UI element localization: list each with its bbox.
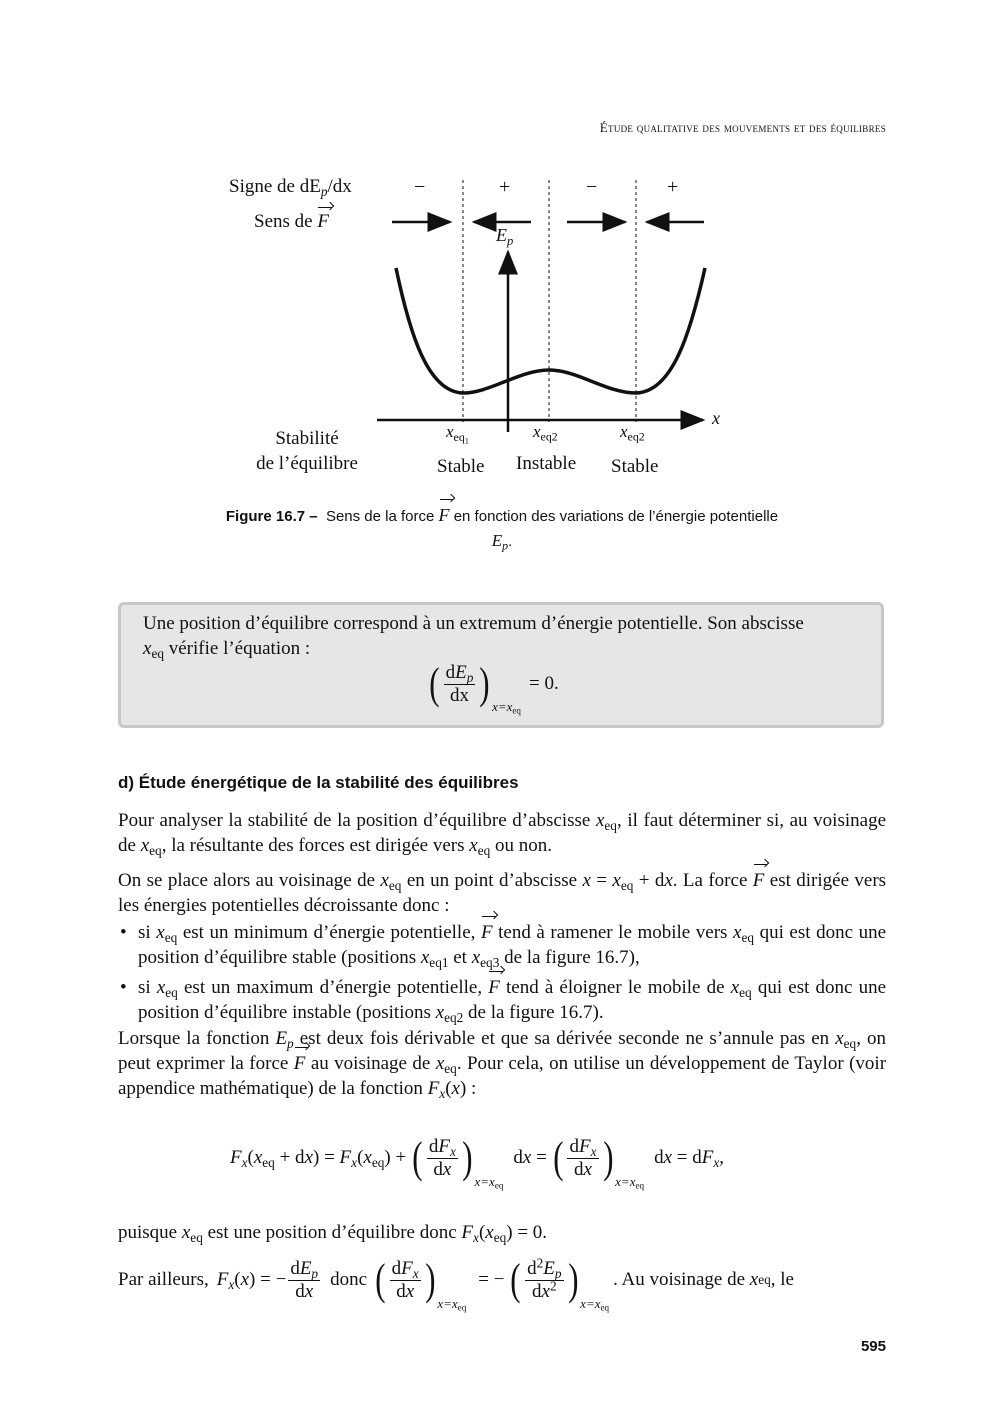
page-number: 595 xyxy=(860,1338,886,1355)
sign-1: − xyxy=(414,176,426,198)
position-label-3: $x_{eq2}$ xyxy=(620,422,645,444)
running-header: Étude qualitative des mouvements et des équilibres xyxy=(599,120,886,135)
paragraph-5: Par ailleurs, $F_x(x)$ = − $\frac{dE_p}{dx}$ donc ( $\frac{dF_x}{dx}$ ) $x=x_{eq}$ = − ( $\frac{d^2E_p}{dx^2}$ ) $x=x_{eq}$ . Au voisinage de x eq , le xyxy=(118,1255,794,1313)
position-label-2: $x_{eq2}$ xyxy=(533,422,558,444)
box-equation: ( $\frac{dE_p}{dx}$ ) $x=x_{eq}$ = 0. xyxy=(429,659,559,716)
paragraph-1: Pour analyser la stabilité de la position d’équilibre d’abscisse $x_{eq}$, il faut déterminer si, au voisinage de $x_{eq}$, la résultante des forces est dirigée vers $x_{eq}$ ou non. xyxy=(118,810,886,858)
box-line-1: Une position d’équilibre correspond à un extremum d’énergie potentielle. Son abscisse xyxy=(143,613,804,634)
bullet-1: • si $x_{eq}$ est un minimum d’énergie potentielle, F tend à ramener le mobile vers $x_{eq}$ qui est donc une position d’équilibre stable (positions $x_{eq1}$ et $x_{eq3}$ de la figure 16.7), xyxy=(118,920,886,970)
taylor-equation: $F_x(x_{eq} + dx) = F_x(x_{eq})$ + ( $\frac{dF_x}{dx}$ ) $x=x_{eq}$ dx = ( $\frac{dF_x}{dx}$ ) $x=x_{eq}$ dx = $dF_x$, xyxy=(230,1133,724,1191)
stability-row-label: Stabilité de l’équilibre xyxy=(256,428,358,474)
paragraph-2: On se place alors au voisinage de $x_{eq}$ en un point d’abscisse $x = x_{eq}$ + dx. La force F est dirigée vers les énergies potentielles décroissante donc : xyxy=(118,870,887,916)
energy-diagram xyxy=(0,0,1004,560)
figure-caption: Figure 16.7 – Sens de la force F en fonction des variations de l’énergie potentielle $E_p$. xyxy=(225,505,779,553)
sign-row-label: Signe de $dE_p/dx$ xyxy=(229,176,352,199)
figure-16-7 xyxy=(0,0,1004,560)
section-title: d) Étude énergétique de la stabilité des équilibres xyxy=(118,773,519,792)
energy-curve xyxy=(396,268,705,393)
position-label-1: $x_{eq_1}$ xyxy=(446,422,469,446)
key-result-box xyxy=(118,602,884,728)
force-row-label: Sens de F xyxy=(254,211,329,232)
x-axis-label: x xyxy=(712,408,720,428)
sign-4: + xyxy=(667,176,679,198)
paragraph-4: puisque $x_{eq}$ est une position d’équilibre donc $F_x(x_{eq}) = 0$. xyxy=(118,1222,548,1245)
y-axis-label: $E_p$ xyxy=(496,225,514,248)
paragraph-3: Lorsque la fonction $E_p$ est deux fois dérivable et que sa dérivée seconde ne s’annule pas en $x_{eq}$, on peut exprimer la force F au voisinage de $x_{eq}$. Pour cela, on utilise un développement de Taylor (voir appendice mathématique) de la fonction $F_x(x)$ : xyxy=(118,1028,887,1101)
sign-2: + xyxy=(499,176,511,198)
box-line-2: $x_{eq}$ vérifie l’équation : xyxy=(143,638,311,661)
stability-3: Stable xyxy=(611,456,659,477)
stability-2: Instable xyxy=(516,453,577,474)
stability-1: Stable xyxy=(437,456,485,477)
sign-3: − xyxy=(586,176,598,198)
bullet-2: • si $x_{eq}$ est un maximum d’énergie potentielle, F tend à éloigner le mobile de $x_{eq}$ qui est donc une position d’équilibre instable (positions $x_{eq2}$ de la figure 16.7). xyxy=(118,975,886,1025)
